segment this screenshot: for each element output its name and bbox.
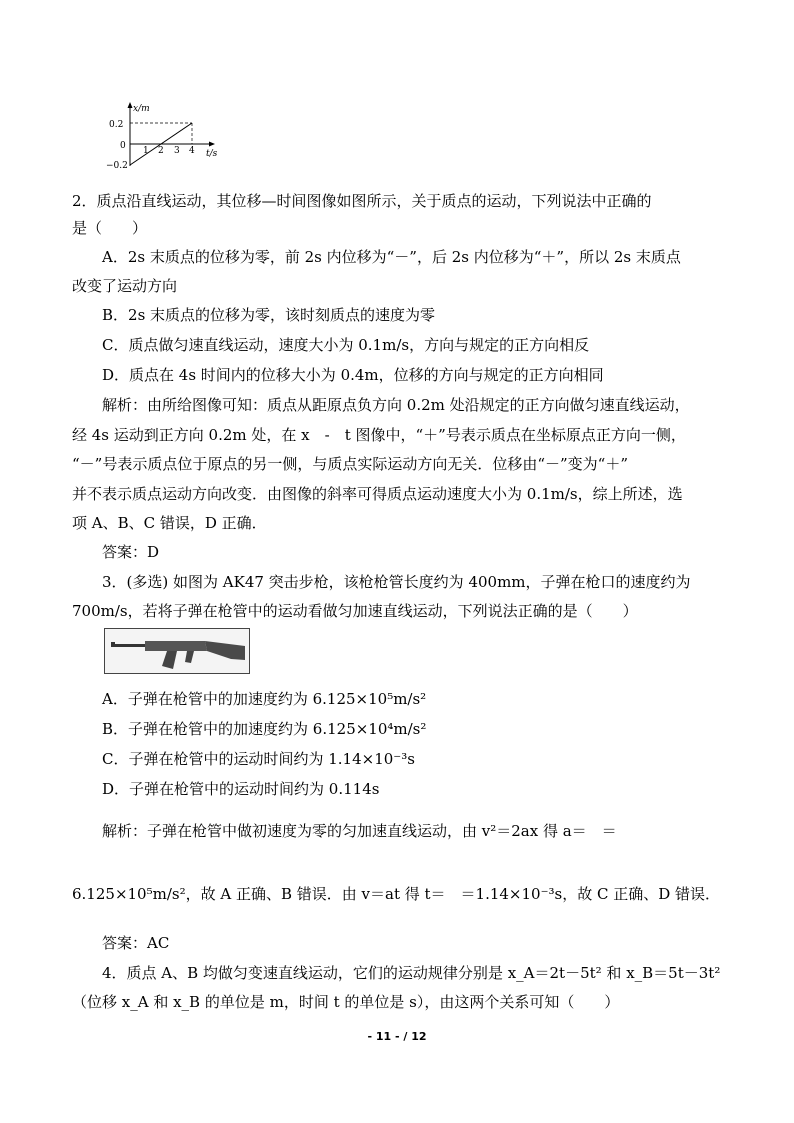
page-number: - 11 - / 12 (367, 1030, 427, 1043)
y-axis-label: x/m (133, 104, 150, 114)
y-tick-0.2: 0.2 (109, 120, 124, 130)
rifle-image (104, 628, 250, 674)
q2-analysis-line1: 解析：由所给图像可知：质点从距原点负方向 0.2m 处沿规定的正方向做匀速直线运动， (102, 396, 690, 414)
q2-option-d: D．质点在 4s 时间内的位移大小为 0.4m，位移的方向与规定的正方向相同 (102, 366, 604, 384)
y-tick-neg0.2: −0.2 (106, 161, 128, 171)
q2-option-a-line1: A．2s 末质点的位移为零，前 2s 内位移为“－”，后 2s 内位移为“＋”，所以 2s 末质点 (102, 248, 681, 266)
q3-stem-line2: 700m/s，若将子弹在枪管中的运动看做匀加速直线运动，下列说法正确的是（ ） (72, 602, 638, 620)
q3-option-d: D．子弹在枪管中的运动时间约为 0.114s (102, 780, 380, 798)
q2-analysis-line4: 并不表示质点运动方向改变．由图像的斜率可得质点运动速度大小为 0.1m/s，综上所述，选 (72, 485, 683, 503)
x-tick-2: 2 (158, 146, 164, 156)
q2-analysis-line5: 项 A、B、C 错误，D 正确． (72, 514, 267, 532)
q2-option-b: B．2s 末质点的位移为零，该时刻质点的速度为零 (102, 306, 436, 324)
q2-option-a-line2: 改变了运动方向 (72, 277, 178, 295)
q2-stem-line2: 是（ ） (72, 219, 148, 237)
q3-analysis-line1: 解析：子弹在枪管中做初速度为零的匀加速直线运动，由 v²＝2ax 得 a＝ ＝ (102, 822, 617, 840)
q4-stem-line1: 4．质点 A、B 均做匀变速直线运动，它们的运动规律分别是 x_A＝2t－5t² 和 x_B＝5t－3t² (102, 964, 721, 982)
x-axis-label: t/s (206, 149, 218, 159)
q2-answer: 答案：D (102, 543, 160, 561)
x-tick-1: 1 (143, 146, 149, 156)
rifle-icon (105, 629, 249, 673)
q3-analysis-line2: 6.125×10⁵m/s²，故 A 正确、B 错误．由 v＝at 得 t＝ ＝1.14×10⁻³s，故 C 正确、D 错误． (72, 885, 721, 903)
y-tick-0: 0 (120, 141, 126, 151)
x-tick-4: 4 (189, 146, 195, 156)
q3-answer: 答案：AC (102, 934, 170, 952)
q2-stem-line1: 2．质点沿直线运动，其位移—时间图像如图所示，关于质点的运动，下列说法中正确的 (72, 192, 652, 210)
position-time-graph (100, 100, 230, 172)
x-axis-arrow (209, 142, 215, 147)
x-tick-3: 3 (174, 146, 180, 156)
q3-option-c: C．子弹在枪管中的运动时间约为 1.14×10⁻³s (102, 750, 415, 768)
q4-stem-line2: （位移 x_A 和 x_B 的单位是 m，时间 t 的单位是 s），由这两个关系可知（ ） (72, 993, 620, 1011)
y-axis-arrow (128, 102, 133, 108)
q2-analysis-line2: 经 4s 运动到正方向 0.2m 处，在 x - t 图像中，“＋”号表示质点在坐标原点正方向一侧， (72, 426, 686, 444)
q3-stem-line1: 3．(多选) 如图为 AK47 突击步枪，该枪枪管长度约为 400mm，子弹在枪口的速度约为 (102, 573, 691, 591)
q3-option-a: A．子弹在枪管中的加速度约为 6.125×10⁵m/s² (102, 690, 427, 708)
q2-analysis-line3: “－”号表示质点位于原点的另一侧，与质点实际运动方向无关．位移由“－”变为“＋” (72, 455, 629, 473)
q2-option-c: C．质点做匀速直线运动，速度大小为 0.1m/s，方向与规定的正方向相反 (102, 336, 590, 354)
q3-option-b: B．子弹在枪管中的加速度约为 6.125×10⁴m/s² (102, 720, 427, 738)
